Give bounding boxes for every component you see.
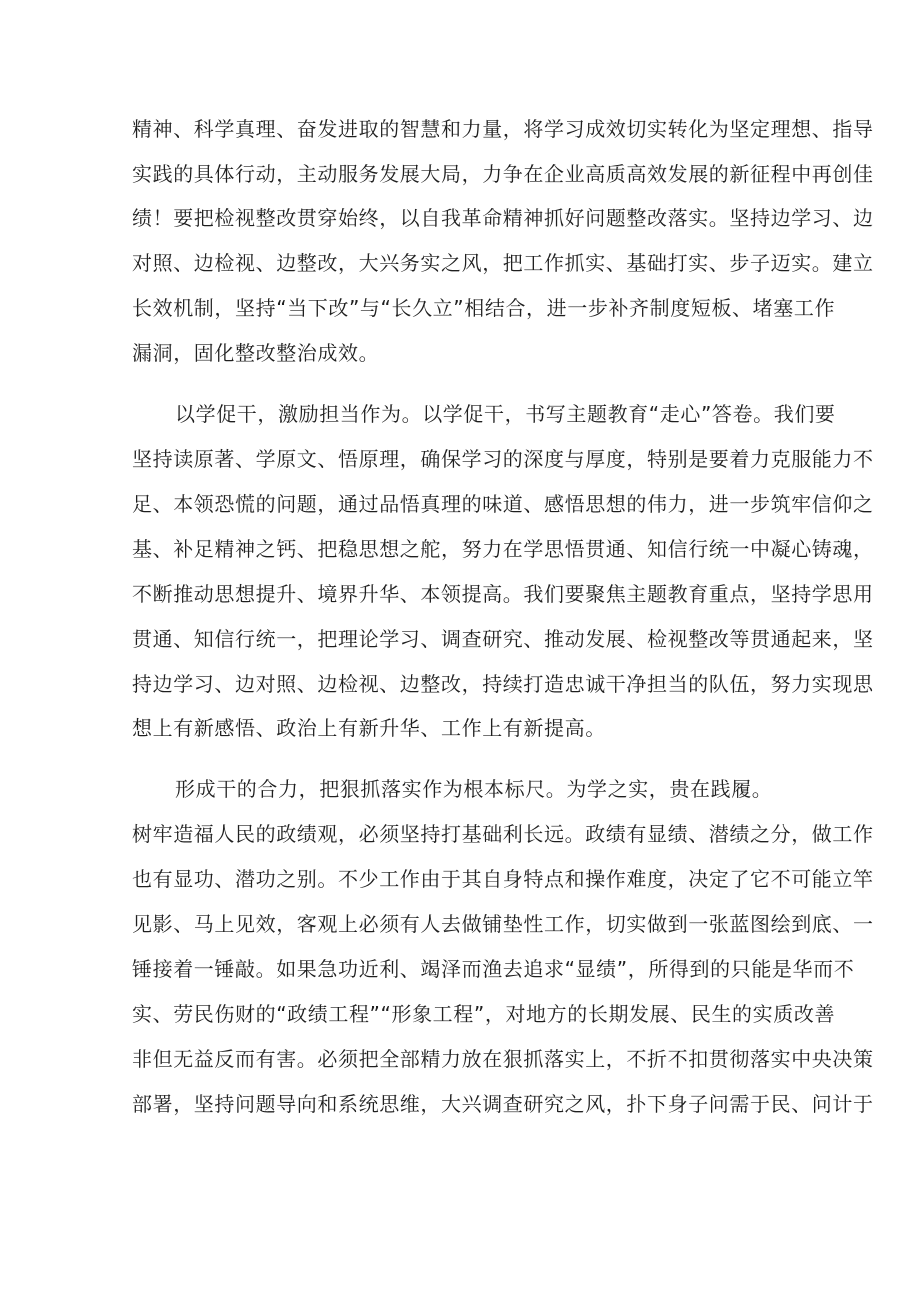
body-text-line: 树牢造福人民的政绩观，必须坚持打基础利长远。政绩有显绩、潜绩之分，做工作 — [132, 822, 874, 846]
body-text-line: 不断推动思想提升、境界升华、本领提高。我们要聚焦主题教育重点，坚持学思用 — [132, 582, 874, 606]
paragraph-first-line: 以学促干，激励担当作为。以学促干，书写主题教育“走心”答卷。我们要 — [175, 402, 836, 426]
body-text-line: 持边学习、边对照、边检视、边整改，持续打造忠诚干净担当的队伍，努力实现思 — [132, 672, 874, 696]
body-text-line: 基、补足精神之钙、把稳思想之舵，努力在学思悟贯通、知信行统一中凝心铸魂， — [132, 537, 874, 561]
body-text-line: 实、劳民伤财的“政绩工程”“形象工程”，对地方的长期发展、民生的实质改善 — [132, 1002, 836, 1026]
body-text-line: 绩！要把检视整改贯穿始终，以自我革命精神抓好问题整改落实。坚持边学习、边 — [132, 206, 874, 230]
body-text-line: 见影、马上见效，客观上必须有人去做铺垫性工作，切实做到一张蓝图绘到底、一 — [132, 912, 874, 936]
body-text-line: 坚持读原著、学原文、悟原理，确保学习的深度与厚度，特别是要着力克服能力不 — [132, 447, 874, 471]
body-text-line: 长效机制，坚持“当下改”与“长久立”相结合，进一步补齐制度短板、堵塞工作 — [132, 296, 836, 320]
body-text-line: 贯通、知信行统一，把理论学习、调查研究、推动发展、检视整改等贯通起来，坚 — [132, 627, 874, 651]
body-text-line: 非但无益反而有害。必须把全部精力放在狠抓落实上，不折不扣贯彻落实中央决策 — [132, 1047, 874, 1071]
body-text-line: 部署，坚持问题导向和系统思维，大兴调查研究之风，扑下身子问需于民、问计于 — [132, 1092, 874, 1116]
paragraph-first-line: 形成干的合力，把狠抓落实作为根本标尺。为学之实，贵在践履。 — [175, 777, 773, 801]
body-text-line: 漏洞，固化整改整治成效。 — [132, 341, 380, 365]
body-text-line: 实践的具体行动，主动服务发展大局，力争在企业高质高效发展的新征程中再创佳 — [132, 162, 874, 186]
body-text-line: 也有显功、潜功之别。不少工作由于其自身特点和操作难度，决定了它不可能立竿 — [132, 867, 874, 891]
body-text-line: 想上有新感悟、政治上有新升华、工作上有新提高。 — [132, 716, 606, 740]
body-text-line: 对照、边检视、边整改，大兴务实之风，把工作抓实、基础打实、步子迈实。建立 — [132, 251, 874, 275]
body-text-line: 精神、科学真理、奋发进取的智慧和力量，将学习成效切实转化为坚定理想、指导 — [132, 117, 874, 141]
body-text-line: 足、本领恐慌的问题，通过品悟真理的味道、感悟思想的伟力，进一步筑牢信仰之 — [132, 492, 874, 516]
body-text-line: 锤接着一锤敲。如果急功近利、竭泽而渔去追求“显绩”，所得到的只能是华而不 — [132, 957, 855, 981]
